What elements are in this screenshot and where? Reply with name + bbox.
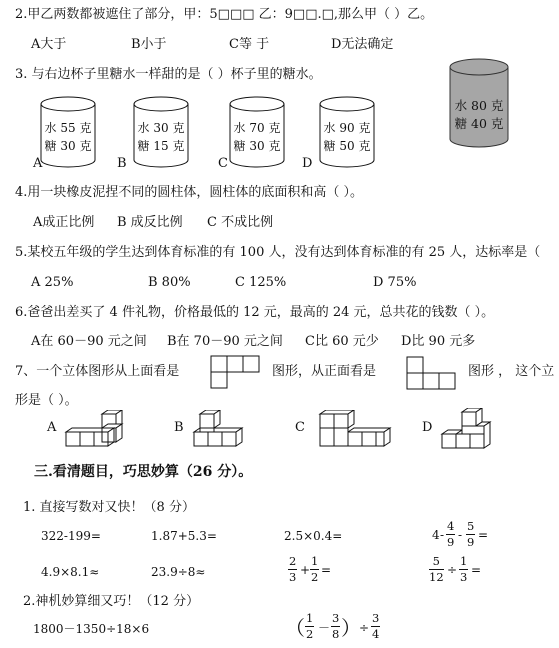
cup-c-sugar: 糖 30 克 xyxy=(233,139,281,153)
q2-option-a: A大于 xyxy=(31,37,67,52)
cup-b-sugar: 糖 15 克 xyxy=(137,139,185,153)
q7-front-view-figure xyxy=(406,356,458,390)
frac-den: 3 xyxy=(289,569,297,584)
q7-option-d: D xyxy=(422,420,433,435)
frac-den: 9 xyxy=(447,534,455,549)
q6-option-a: A在 60－90 元之间 xyxy=(31,334,147,349)
calc-big-2-div: ÷ xyxy=(359,621,370,635)
calc-big-2-frac2 xyxy=(331,613,340,640)
calc-item-5: 4.9×8.1≈ xyxy=(41,565,100,579)
reference-cup xyxy=(449,58,509,148)
q6-option-b: B在 70－90 元之间 xyxy=(167,334,283,349)
cup-d-water: 水 90 克 xyxy=(323,121,371,135)
frac-den: 12 xyxy=(429,569,444,584)
q4-option-c: C 不成比例 xyxy=(207,215,274,230)
q4-stem: 4.用一块橡皮泥捏不同的圆柱体，圆柱体的底面积和高（ ）。 xyxy=(15,185,364,200)
calc-item-4-op1: - xyxy=(458,528,463,542)
cup-a xyxy=(40,96,96,168)
q6-option-c: C比 60 元少 xyxy=(305,334,379,349)
frac-den: 2 xyxy=(306,626,314,641)
calc-item-6: 23.9÷8≈ xyxy=(151,565,206,579)
q3-stem: 3. 与右边杯子里糖水一样甜的是（ ）杯子里的糖水。 xyxy=(15,67,322,82)
reference-cup-sugar: 糖 40 克 xyxy=(454,116,504,131)
cup-a-sugar: 糖 30 克 xyxy=(44,139,92,153)
section3-title: 三.看清题目，巧思妙算（26 分）。 xyxy=(34,464,253,480)
q6-option-d: D比 90 元多 xyxy=(401,334,476,349)
calc-big-2-close: ） xyxy=(341,616,361,640)
calc-item-8-frac1 xyxy=(429,556,444,583)
frac-den: 4 xyxy=(372,626,380,641)
frac-num: 1 xyxy=(306,611,314,625)
cup-d xyxy=(319,96,375,168)
calc-big-2-frac1 xyxy=(305,613,314,640)
calc-item-8-op: ÷ xyxy=(447,563,458,577)
cup-c-water: 水 70 克 xyxy=(233,121,281,135)
cup-b xyxy=(133,96,189,168)
section3-sub2: 2.神机妙算细又巧！（12 分） xyxy=(23,594,200,609)
calc-item-7-frac2 xyxy=(310,556,319,583)
q4-option-b: B 成反比例 xyxy=(117,215,183,230)
q2-option-c: C等 于 xyxy=(229,37,270,52)
frac-den: 9 xyxy=(467,534,475,549)
q5-stem: 5.某校五年级的学生达到体育标准的有 100 人，没有达到体育标准的有 25 人，达标率是（ xyxy=(15,245,541,260)
frac-den: 2 xyxy=(311,569,319,584)
calc-big-2-open: （ xyxy=(285,616,305,640)
q6-stem: 6.爸爸出差买了 4 件礼物，价格最低的 12 元，最高的 24 元，总共花的钱数（ ）。 xyxy=(15,305,495,320)
q7-cubes-a xyxy=(64,410,128,456)
calc-item-2: 1.87+5.3= xyxy=(151,529,217,543)
calc-item-8-eq: = xyxy=(471,563,482,577)
cup-c xyxy=(229,96,285,168)
q2-option-b: B小于 xyxy=(131,37,167,52)
q7-part2: 图形，从正面看是 xyxy=(272,364,377,379)
q2-stem: 2.甲乙两数都被遮住了部分，甲：5□□□ 乙：9□□.□,那么甲（ ）乙。 xyxy=(15,7,434,22)
frac-num: 5 xyxy=(432,554,440,568)
q7-option-a: A xyxy=(47,420,57,435)
cup-c-letter: C xyxy=(218,156,228,171)
frac-num: 2 xyxy=(289,554,297,568)
q7-cubes-b xyxy=(192,410,252,456)
calc-item-4-op0: - xyxy=(440,528,445,542)
q2-option-d: D无法确定 xyxy=(331,37,394,52)
cup-a-letter: A xyxy=(33,156,43,171)
q7-option-b: B xyxy=(174,420,184,435)
frac-num: 1 xyxy=(311,554,319,568)
cup-d-sugar: 糖 50 克 xyxy=(323,139,371,153)
q5-option-d: D 75% xyxy=(373,275,417,290)
cup-b-water: 水 30 克 xyxy=(137,121,185,135)
frac-num: 5 xyxy=(467,519,475,533)
frac-num: 4 xyxy=(447,519,455,533)
frac-num: 3 xyxy=(332,611,340,625)
calc-item-7-op: + xyxy=(300,563,311,577)
cup-d-letter: D xyxy=(302,156,313,171)
calc-item-1: 322-199= xyxy=(41,529,101,543)
reference-cup-water: 水 80 克 xyxy=(454,98,504,113)
q7-line2: 形是（ ）。 xyxy=(15,393,78,408)
q7-cubes-d xyxy=(440,408,496,458)
q7-part3: 图形 ， 这个立 xyxy=(468,364,555,379)
section3-sub1: 1. 直接写数对又快！（8 分） xyxy=(23,500,195,515)
calc-item-7-frac1 xyxy=(288,556,297,583)
q7-top-view-figure xyxy=(210,355,260,389)
calc-item-4-frac2 xyxy=(466,521,475,548)
calc-item-7-eq: = xyxy=(321,563,332,577)
calc-big-2-minus: － xyxy=(318,621,331,635)
frac-den: 8 xyxy=(332,626,340,641)
calc-item-8-frac2 xyxy=(459,556,468,583)
frac-num: 1 xyxy=(460,554,468,568)
q4-option-a: A成正比例 xyxy=(33,215,95,230)
calc-item-3: 2.5×0.4= xyxy=(284,529,343,543)
q7-option-c: C xyxy=(295,420,305,435)
frac-den: 3 xyxy=(460,569,468,584)
cup-a-water: 水 55 克 xyxy=(44,121,92,135)
cup-b-letter: B xyxy=(117,156,127,171)
q5-option-a: A 25% xyxy=(31,275,74,290)
calc-item-4-lead: 4 xyxy=(432,528,440,542)
q7-cubes-c xyxy=(314,410,396,456)
frac-num: 3 xyxy=(372,611,380,625)
q5-option-b: B 80% xyxy=(148,275,191,290)
calc-item-4-frac1 xyxy=(446,521,455,548)
calc-big-1: 1800－1350÷18×6 xyxy=(33,622,150,636)
calc-big-2-frac3 xyxy=(371,613,380,640)
q5-option-c: C 125% xyxy=(235,275,287,290)
calc-item-4-eq: = xyxy=(478,528,489,542)
q7-part1: 7、一个立体图形从上面看是 xyxy=(15,364,180,379)
